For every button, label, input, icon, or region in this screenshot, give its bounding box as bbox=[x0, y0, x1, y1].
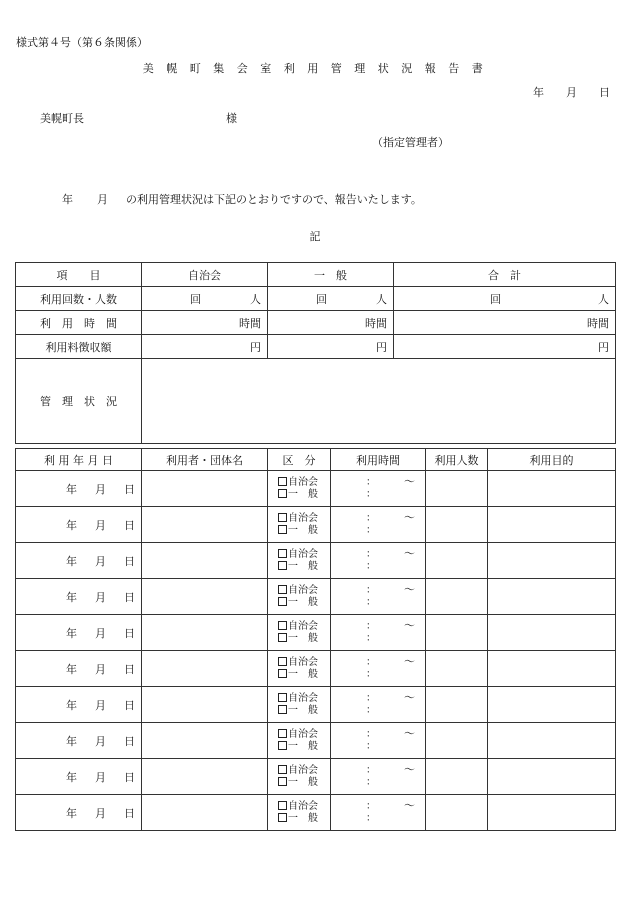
usage-month: 月 bbox=[95, 554, 106, 568]
summary-row-count bbox=[16, 287, 616, 311]
usage-date-cell[interactable] bbox=[16, 615, 142, 651]
usage-date-cell[interactable] bbox=[16, 759, 142, 795]
usage-time-cell[interactable] bbox=[331, 759, 426, 795]
usage-time-cell[interactable] bbox=[331, 543, 426, 579]
option-label: 自治会 bbox=[288, 800, 318, 812]
usage-category-cell bbox=[268, 471, 331, 507]
summary-col-item: 項 目 bbox=[16, 263, 142, 287]
unit-kai: 回 bbox=[316, 292, 327, 306]
category-option-jichikai[interactable] bbox=[278, 513, 330, 525]
usage-day: 日 bbox=[124, 770, 135, 784]
range-tilde: 〜 bbox=[404, 799, 415, 812]
category-option-ippan[interactable] bbox=[278, 597, 330, 609]
usage-month: 月 bbox=[95, 734, 106, 748]
checkbox-icon[interactable] bbox=[278, 741, 287, 750]
usage-category-cell bbox=[268, 651, 331, 687]
row-management-label: 管 理 状 況 bbox=[16, 359, 142, 444]
summary-col-jichikai: 自治会 bbox=[142, 263, 268, 287]
summary-header-row bbox=[16, 263, 616, 287]
checkbox-icon[interactable] bbox=[278, 633, 287, 642]
summary-row-time bbox=[16, 311, 616, 335]
option-label: 自治会 bbox=[288, 620, 318, 632]
usage-people-cell[interactable] bbox=[426, 579, 488, 615]
unit-jikan: 時間 bbox=[239, 316, 261, 330]
usage-purpose-cell[interactable] bbox=[488, 579, 616, 615]
start-colon: ： bbox=[366, 657, 376, 668]
usage-category-cell bbox=[268, 759, 331, 795]
row-count-label: 利用回数・人数 bbox=[16, 287, 142, 311]
usage-day: 日 bbox=[124, 482, 135, 496]
usage-user-cell[interactable] bbox=[142, 723, 268, 759]
unit-yen: 円 bbox=[376, 340, 387, 354]
unit-jikan: 時間 bbox=[587, 316, 609, 330]
option-label: 一 般 bbox=[288, 632, 318, 644]
range-tilde: 〜 bbox=[404, 727, 415, 740]
management-status-cell[interactable] bbox=[142, 359, 616, 444]
usage-user-cell[interactable] bbox=[142, 579, 268, 615]
category-option-jichikai[interactable] bbox=[278, 585, 330, 597]
usage-purpose-cell[interactable] bbox=[488, 543, 616, 579]
checkbox-icon[interactable] bbox=[278, 561, 287, 570]
usage-month: 月 bbox=[95, 518, 106, 532]
usage-user-cell[interactable] bbox=[142, 687, 268, 723]
row-time-label: 利 用 時 間 bbox=[16, 311, 142, 335]
option-label: 自治会 bbox=[288, 764, 318, 776]
usage-date-cell[interactable] bbox=[16, 507, 142, 543]
sentence-month: 月 bbox=[97, 193, 108, 206]
end-colon: ： bbox=[366, 813, 376, 824]
range-tilde: 〜 bbox=[404, 547, 415, 560]
usage-user-cell[interactable] bbox=[142, 759, 268, 795]
checkbox-icon[interactable] bbox=[278, 813, 287, 822]
checkbox-icon[interactable] bbox=[278, 693, 287, 702]
usage-col-user: 利用者・団体名 bbox=[142, 449, 268, 471]
start-colon: ： bbox=[366, 729, 376, 740]
option-label: 一 般 bbox=[288, 596, 318, 608]
usage-row bbox=[16, 615, 616, 651]
document-title: 美 幌 町 集 会 室 利 用 管 理 状 況 報 告 書 bbox=[142, 62, 488, 75]
unit-yen: 円 bbox=[250, 340, 261, 354]
option-label: 一 般 bbox=[288, 776, 318, 788]
usage-col-people: 利用人数 bbox=[426, 449, 488, 471]
usage-year: 年 bbox=[66, 770, 77, 784]
usage-month: 月 bbox=[95, 482, 106, 496]
summary-row-fee bbox=[16, 335, 616, 359]
usage-category-cell bbox=[268, 507, 331, 543]
report-sentence bbox=[62, 191, 422, 207]
end-colon: ： bbox=[366, 777, 376, 788]
usage-year: 年 bbox=[66, 590, 77, 604]
usage-time-cell[interactable] bbox=[331, 615, 426, 651]
time-ippan-cell[interactable] bbox=[268, 311, 394, 335]
start-colon: ： bbox=[366, 765, 376, 776]
fee-jichikai-cell[interactable] bbox=[142, 335, 268, 359]
usage-day: 日 bbox=[124, 626, 135, 640]
usage-purpose-cell[interactable] bbox=[488, 687, 616, 723]
checkbox-icon[interactable] bbox=[278, 489, 287, 498]
category-option-jichikai[interactable] bbox=[278, 693, 330, 705]
category-option-jichikai[interactable] bbox=[278, 729, 330, 741]
usage-col-date: 利 用 年 月 日 bbox=[16, 449, 142, 471]
option-label: 一 般 bbox=[288, 488, 318, 500]
addressee-honorific: 様 bbox=[226, 112, 237, 125]
usage-category-cell bbox=[268, 795, 331, 831]
usage-purpose-cell[interactable] bbox=[488, 651, 616, 687]
row-fee-label: 利用料徴収額 bbox=[16, 335, 142, 359]
usage-people-cell[interactable] bbox=[426, 759, 488, 795]
usage-month: 月 bbox=[95, 626, 106, 640]
start-colon: ： bbox=[366, 621, 376, 632]
report-date bbox=[511, 84, 610, 100]
checkbox-icon[interactable] bbox=[278, 621, 287, 630]
usage-date-cell[interactable] bbox=[16, 651, 142, 687]
category-option-ippan[interactable] bbox=[278, 777, 330, 789]
sentence-body: の利用管理状況は下記のとおりですので、報告いたします。 bbox=[126, 193, 422, 206]
usage-category-cell bbox=[268, 723, 331, 759]
usage-month: 月 bbox=[95, 698, 106, 712]
checkbox-icon[interactable] bbox=[278, 705, 287, 714]
count-total-cell[interactable] bbox=[394, 287, 616, 311]
usage-row bbox=[16, 579, 616, 615]
end-colon: ： bbox=[366, 741, 376, 752]
usage-row bbox=[16, 471, 616, 507]
usage-date-cell[interactable] bbox=[16, 543, 142, 579]
start-colon: ： bbox=[366, 585, 376, 596]
usage-month: 月 bbox=[95, 590, 106, 604]
usage-category-cell bbox=[268, 615, 331, 651]
date-day-label: 日 bbox=[599, 86, 610, 99]
range-tilde: 〜 bbox=[404, 583, 415, 596]
usage-time-cell[interactable] bbox=[331, 687, 426, 723]
range-tilde: 〜 bbox=[404, 655, 415, 668]
usage-year: 年 bbox=[66, 734, 77, 748]
usage-row bbox=[16, 543, 616, 579]
usage-year: 年 bbox=[66, 554, 77, 568]
checkbox-icon[interactable] bbox=[278, 669, 287, 678]
usage-header-row bbox=[16, 449, 616, 471]
usage-category-cell bbox=[268, 543, 331, 579]
usage-purpose-cell[interactable] bbox=[488, 471, 616, 507]
usage-user-cell[interactable] bbox=[142, 471, 268, 507]
range-tilde: 〜 bbox=[404, 619, 415, 632]
usage-time-cell[interactable] bbox=[331, 723, 426, 759]
usage-col-purpose: 利用目的 bbox=[488, 449, 616, 471]
usage-category-cell bbox=[268, 687, 331, 723]
option-label: 自治会 bbox=[288, 548, 318, 560]
checkbox-icon[interactable] bbox=[278, 777, 287, 786]
usage-row bbox=[16, 759, 616, 795]
end-colon: ： bbox=[366, 633, 376, 644]
checkbox-icon[interactable] bbox=[278, 549, 287, 558]
range-tilde: 〜 bbox=[404, 511, 415, 524]
usage-time-cell[interactable] bbox=[331, 471, 426, 507]
category-option-ippan[interactable] bbox=[278, 741, 330, 753]
usage-user-cell[interactable] bbox=[142, 543, 268, 579]
usage-day: 日 bbox=[124, 806, 135, 820]
end-colon: ： bbox=[366, 561, 376, 572]
usage-year: 年 bbox=[66, 698, 77, 712]
usage-user-cell[interactable] bbox=[142, 795, 268, 831]
category-option-ippan[interactable] bbox=[278, 525, 330, 537]
usage-people-cell[interactable] bbox=[426, 543, 488, 579]
usage-day: 日 bbox=[124, 698, 135, 712]
end-colon: ： bbox=[366, 597, 376, 608]
category-option-ippan[interactable] bbox=[278, 633, 330, 645]
addressee: 美幌町長 bbox=[40, 112, 84, 125]
summary-col-total: 合 計 bbox=[394, 263, 616, 287]
category-option-jichikai[interactable] bbox=[278, 801, 330, 813]
ki-label: 記 bbox=[309, 230, 321, 243]
usage-year: 年 bbox=[66, 482, 77, 496]
time-jichikai-cell[interactable] bbox=[142, 311, 268, 335]
option-label: 一 般 bbox=[288, 524, 318, 536]
option-label: 一 般 bbox=[288, 812, 318, 824]
usage-month: 月 bbox=[95, 770, 106, 784]
checkbox-icon[interactable] bbox=[278, 477, 287, 486]
option-label: 一 般 bbox=[288, 668, 318, 680]
usage-year: 年 bbox=[66, 518, 77, 532]
fee-ippan-cell[interactable] bbox=[268, 335, 394, 359]
checkbox-icon[interactable] bbox=[278, 801, 287, 810]
unit-yen: 円 bbox=[598, 340, 609, 354]
usage-time-cell[interactable] bbox=[331, 795, 426, 831]
category-option-jichikai[interactable] bbox=[278, 621, 330, 633]
option-label: 自治会 bbox=[288, 584, 318, 596]
range-tilde: 〜 bbox=[404, 475, 415, 488]
unit-nin: 人 bbox=[598, 292, 609, 306]
unit-nin: 人 bbox=[250, 292, 261, 306]
usage-day: 日 bbox=[124, 590, 135, 604]
usage-people-cell[interactable] bbox=[426, 471, 488, 507]
usage-year: 年 bbox=[66, 662, 77, 676]
usage-month: 月 bbox=[95, 806, 106, 820]
designated-manager-label: （指定管理者） bbox=[372, 136, 449, 149]
usage-purpose-cell[interactable] bbox=[488, 759, 616, 795]
count-jichikai-cell[interactable] bbox=[142, 287, 268, 311]
usage-purpose-cell[interactable] bbox=[488, 723, 616, 759]
usage-people-cell[interactable] bbox=[426, 687, 488, 723]
usage-time-cell[interactable] bbox=[331, 651, 426, 687]
usage-year: 年 bbox=[66, 806, 77, 820]
usage-date-cell[interactable] bbox=[16, 795, 142, 831]
sentence-year: 年 bbox=[62, 193, 73, 206]
usage-people-cell[interactable] bbox=[426, 723, 488, 759]
checkbox-icon[interactable] bbox=[278, 585, 287, 594]
checkbox-icon[interactable] bbox=[278, 657, 287, 666]
usage-date-cell[interactable] bbox=[16, 723, 142, 759]
option-label: 自治会 bbox=[288, 476, 318, 488]
summary-table bbox=[15, 262, 616, 444]
usage-col-time: 利用時間 bbox=[331, 449, 426, 471]
start-colon: ： bbox=[366, 801, 376, 812]
usage-day: 日 bbox=[124, 518, 135, 532]
category-option-jichikai[interactable] bbox=[278, 657, 330, 669]
usage-purpose-cell[interactable] bbox=[488, 615, 616, 651]
category-option-ippan[interactable] bbox=[278, 561, 330, 573]
usage-day: 日 bbox=[124, 554, 135, 568]
form-number: 様式第４号（第６条関係） bbox=[16, 36, 148, 49]
checkbox-icon[interactable] bbox=[278, 729, 287, 738]
unit-jikan: 時間 bbox=[365, 316, 387, 330]
option-label: 一 般 bbox=[288, 704, 318, 716]
category-option-ippan[interactable] bbox=[278, 669, 330, 681]
date-month-label: 月 bbox=[566, 86, 577, 99]
usage-row bbox=[16, 651, 616, 687]
count-ippan-cell[interactable] bbox=[268, 287, 394, 311]
usage-day: 日 bbox=[124, 662, 135, 676]
summary-col-ippan: 一 般 bbox=[268, 263, 394, 287]
end-colon: ： bbox=[366, 525, 376, 536]
usage-time-cell[interactable] bbox=[331, 579, 426, 615]
unit-kai: 回 bbox=[190, 292, 201, 306]
summary-row-management bbox=[16, 359, 616, 444]
start-colon: ： bbox=[366, 477, 376, 488]
usage-date-cell[interactable] bbox=[16, 471, 142, 507]
usage-year: 年 bbox=[66, 626, 77, 640]
usage-row bbox=[16, 795, 616, 831]
option-label: 自治会 bbox=[288, 656, 318, 668]
option-label: 自治会 bbox=[288, 728, 318, 740]
start-colon: ： bbox=[366, 693, 376, 704]
usage-time-cell[interactable] bbox=[331, 507, 426, 543]
end-colon: ： bbox=[366, 489, 376, 500]
category-option-ippan[interactable] bbox=[278, 705, 330, 717]
category-option-jichikai[interactable] bbox=[278, 549, 330, 561]
option-label: 一 般 bbox=[288, 560, 318, 572]
end-colon: ： bbox=[366, 705, 376, 716]
usage-category-cell bbox=[268, 579, 331, 615]
usage-purpose-cell[interactable] bbox=[488, 795, 616, 831]
date-year-label: 年 bbox=[533, 86, 544, 99]
category-option-ippan[interactable] bbox=[278, 489, 330, 501]
usage-date-cell[interactable] bbox=[16, 579, 142, 615]
option-label: 一 般 bbox=[288, 740, 318, 752]
usage-purpose-cell[interactable] bbox=[488, 507, 616, 543]
usage-row bbox=[16, 507, 616, 543]
usage-row bbox=[16, 687, 616, 723]
category-option-ippan[interactable] bbox=[278, 813, 330, 825]
usage-date-cell[interactable] bbox=[16, 687, 142, 723]
usage-people-cell[interactable] bbox=[426, 795, 488, 831]
start-colon: ： bbox=[366, 513, 376, 524]
usage-people-cell[interactable] bbox=[426, 651, 488, 687]
usage-people-cell[interactable] bbox=[426, 507, 488, 543]
usage-table bbox=[15, 448, 616, 831]
usage-day: 日 bbox=[124, 734, 135, 748]
unit-nin: 人 bbox=[376, 292, 387, 306]
option-label: 自治会 bbox=[288, 692, 318, 704]
usage-col-category: 区 分 bbox=[268, 449, 331, 471]
usage-month: 月 bbox=[95, 662, 106, 676]
category-option-jichikai[interactable] bbox=[278, 477, 330, 489]
checkbox-icon[interactable] bbox=[278, 597, 287, 606]
option-label: 自治会 bbox=[288, 512, 318, 524]
usage-row bbox=[16, 723, 616, 759]
category-option-jichikai[interactable] bbox=[278, 765, 330, 777]
usage-people-cell[interactable] bbox=[426, 615, 488, 651]
end-colon: ： bbox=[366, 669, 376, 680]
fee-total-cell[interactable] bbox=[394, 335, 616, 359]
usage-user-cell[interactable] bbox=[142, 615, 268, 651]
time-total-cell[interactable] bbox=[394, 311, 616, 335]
unit-kai: 回 bbox=[490, 292, 501, 306]
start-colon: ： bbox=[366, 549, 376, 560]
usage-user-cell[interactable] bbox=[142, 651, 268, 687]
checkbox-icon[interactable] bbox=[278, 765, 287, 774]
range-tilde: 〜 bbox=[404, 691, 415, 704]
checkbox-icon[interactable] bbox=[278, 513, 287, 522]
checkbox-icon[interactable] bbox=[278, 525, 287, 534]
usage-user-cell[interactable] bbox=[142, 507, 268, 543]
range-tilde: 〜 bbox=[404, 763, 415, 776]
